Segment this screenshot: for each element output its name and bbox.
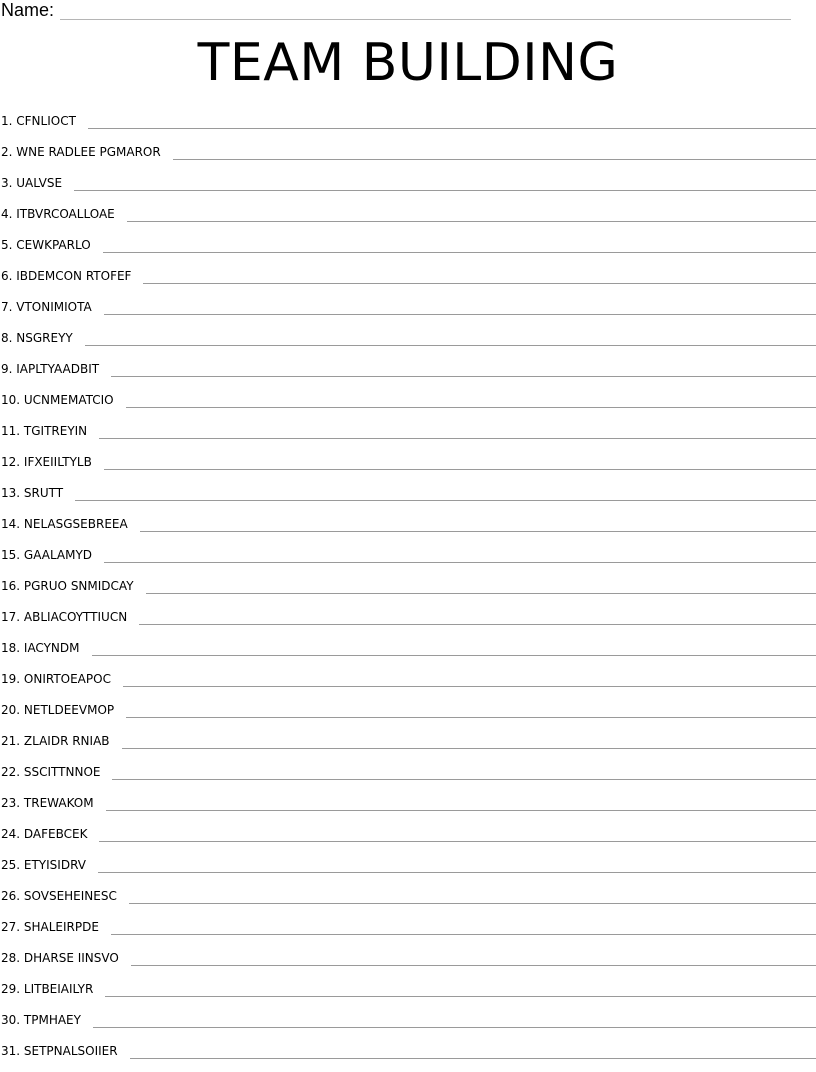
- list-item: [1, 824, 816, 855]
- name-label: Name:: [1, 0, 55, 20]
- scrambled-word: 1. CFNLIOCT: [1, 114, 76, 128]
- scrambled-word: 4. ITBVRCOALLOAE: [1, 207, 115, 221]
- answer-line: [85, 328, 816, 346]
- list-item: [1, 855, 816, 886]
- answer-line: [93, 1010, 816, 1028]
- answer-line: [131, 948, 816, 966]
- list-item: [1, 142, 816, 173]
- scrambled-word: 17. ABLIACOYTTIUCN: [1, 610, 128, 624]
- answer-line: [126, 700, 816, 718]
- answer-line: [106, 793, 816, 811]
- list-item: [1, 266, 816, 297]
- list-item: [1, 948, 816, 979]
- answer-line: [104, 545, 816, 563]
- answer-line: [88, 111, 816, 129]
- list-item: [1, 545, 816, 576]
- list-item: [1, 917, 816, 948]
- scrambled-word: 22. SSCITTNNOE: [1, 765, 101, 779]
- answer-line: [98, 855, 816, 873]
- page-title: TEAM BUILDING: [197, 33, 619, 93]
- answer-line: [104, 452, 816, 470]
- list-item: [1, 514, 816, 545]
- answer-line: [140, 514, 816, 532]
- scrambled-word: 15. GAALAMYD: [1, 548, 93, 562]
- scrambled-word: 18. IACYNDM: [1, 641, 80, 655]
- list-item: [1, 421, 816, 452]
- scrambled-word: 24. DAFEBCEK: [1, 827, 88, 841]
- answer-line: [112, 762, 816, 780]
- answer-line: [104, 297, 816, 315]
- list-item: [1, 111, 816, 142]
- list-item: [1, 297, 816, 328]
- list-item: [1, 390, 816, 421]
- scrambled-word: 9. IAPLTYAADBIT: [1, 362, 100, 376]
- answer-line: [99, 421, 816, 439]
- answer-line: [111, 917, 816, 935]
- answer-line: [146, 576, 816, 594]
- answer-line: [127, 204, 816, 222]
- scrambled-word: 12. IFXEIILTYLB: [1, 455, 92, 469]
- list-item: [1, 979, 816, 1010]
- list-item: [1, 793, 816, 824]
- answer-line: [122, 731, 816, 749]
- scrambled-word: 13. SRUTT: [1, 486, 64, 500]
- scrambled-word-list: [1, 111, 816, 1072]
- scrambled-word: 19. ONIRTOEAPOC: [1, 672, 111, 686]
- scrambled-word: 25. ETYISIDRV: [1, 858, 86, 872]
- scrambled-word: 11. TGITREYIN: [1, 424, 88, 438]
- list-item: [1, 1041, 816, 1072]
- list-item: [1, 1010, 816, 1041]
- list-item: [1, 669, 816, 700]
- answer-line: [99, 824, 816, 842]
- name-field-row: [1, 0, 791, 20]
- scrambled-word: 7. VTONIMIOTA: [1, 300, 92, 314]
- scrambled-word: 21. ZLAIDR RNIAB: [1, 734, 110, 748]
- answer-line: [103, 235, 816, 253]
- scrambled-word: 14. NELASGSEBREEA: [1, 517, 128, 531]
- list-item: [1, 173, 816, 204]
- scrambled-word: 3. UALVSE: [1, 176, 63, 190]
- answer-line: [105, 979, 816, 997]
- scrambled-word: 29. LITBEIAILYR: [1, 982, 94, 996]
- answer-line: [111, 359, 816, 377]
- answer-line: [74, 173, 816, 191]
- answer-line: [130, 1041, 816, 1059]
- answer-line: [123, 669, 816, 687]
- scrambled-word: 8. NSGREYY: [1, 331, 73, 345]
- scrambled-word: 31. SETPNALSOIIER: [1, 1044, 118, 1058]
- scrambled-word: 30. TPMHAEY: [1, 1013, 81, 1027]
- list-item: [1, 762, 816, 793]
- list-item: [1, 607, 816, 638]
- list-item: [1, 452, 816, 483]
- name-line: [60, 2, 791, 20]
- scrambled-word: 26. SOVSEHEINESC: [1, 889, 117, 903]
- answer-line: [92, 638, 816, 656]
- list-item: [1, 204, 816, 235]
- scrambled-word: 16. PGRUO SNMIDCAY: [1, 579, 134, 593]
- scrambled-word: 10. UCNMEMATCIO: [1, 393, 114, 407]
- list-item: [1, 731, 816, 762]
- answer-line: [129, 886, 816, 904]
- scrambled-word: 6. IBDEMCON RTOFEF: [1, 269, 132, 283]
- list-item: [1, 700, 816, 731]
- scrambled-word: 2. WNE RADLEE PGMAROR: [1, 145, 161, 159]
- scrambled-word: 5. CEWKPARLO: [1, 238, 91, 252]
- list-item: [1, 483, 816, 514]
- list-item: [1, 576, 816, 607]
- list-item: [1, 328, 816, 359]
- scrambled-word: 20. NETLDEEVMOP: [1, 703, 115, 717]
- answer-line: [126, 390, 816, 408]
- answer-line: [143, 266, 816, 284]
- scrambled-word: 28. DHARSE IINSVO: [1, 951, 119, 965]
- answer-line: [139, 607, 816, 625]
- answer-line: [173, 142, 816, 160]
- scrambled-word: 23. TREWAKOM: [1, 796, 94, 810]
- list-item: [1, 235, 816, 266]
- answer-line: [75, 483, 816, 501]
- list-item: [1, 638, 816, 669]
- list-item: [1, 359, 816, 390]
- list-item: [1, 886, 816, 917]
- scrambled-word: 27. SHALEIRPDE: [1, 920, 99, 934]
